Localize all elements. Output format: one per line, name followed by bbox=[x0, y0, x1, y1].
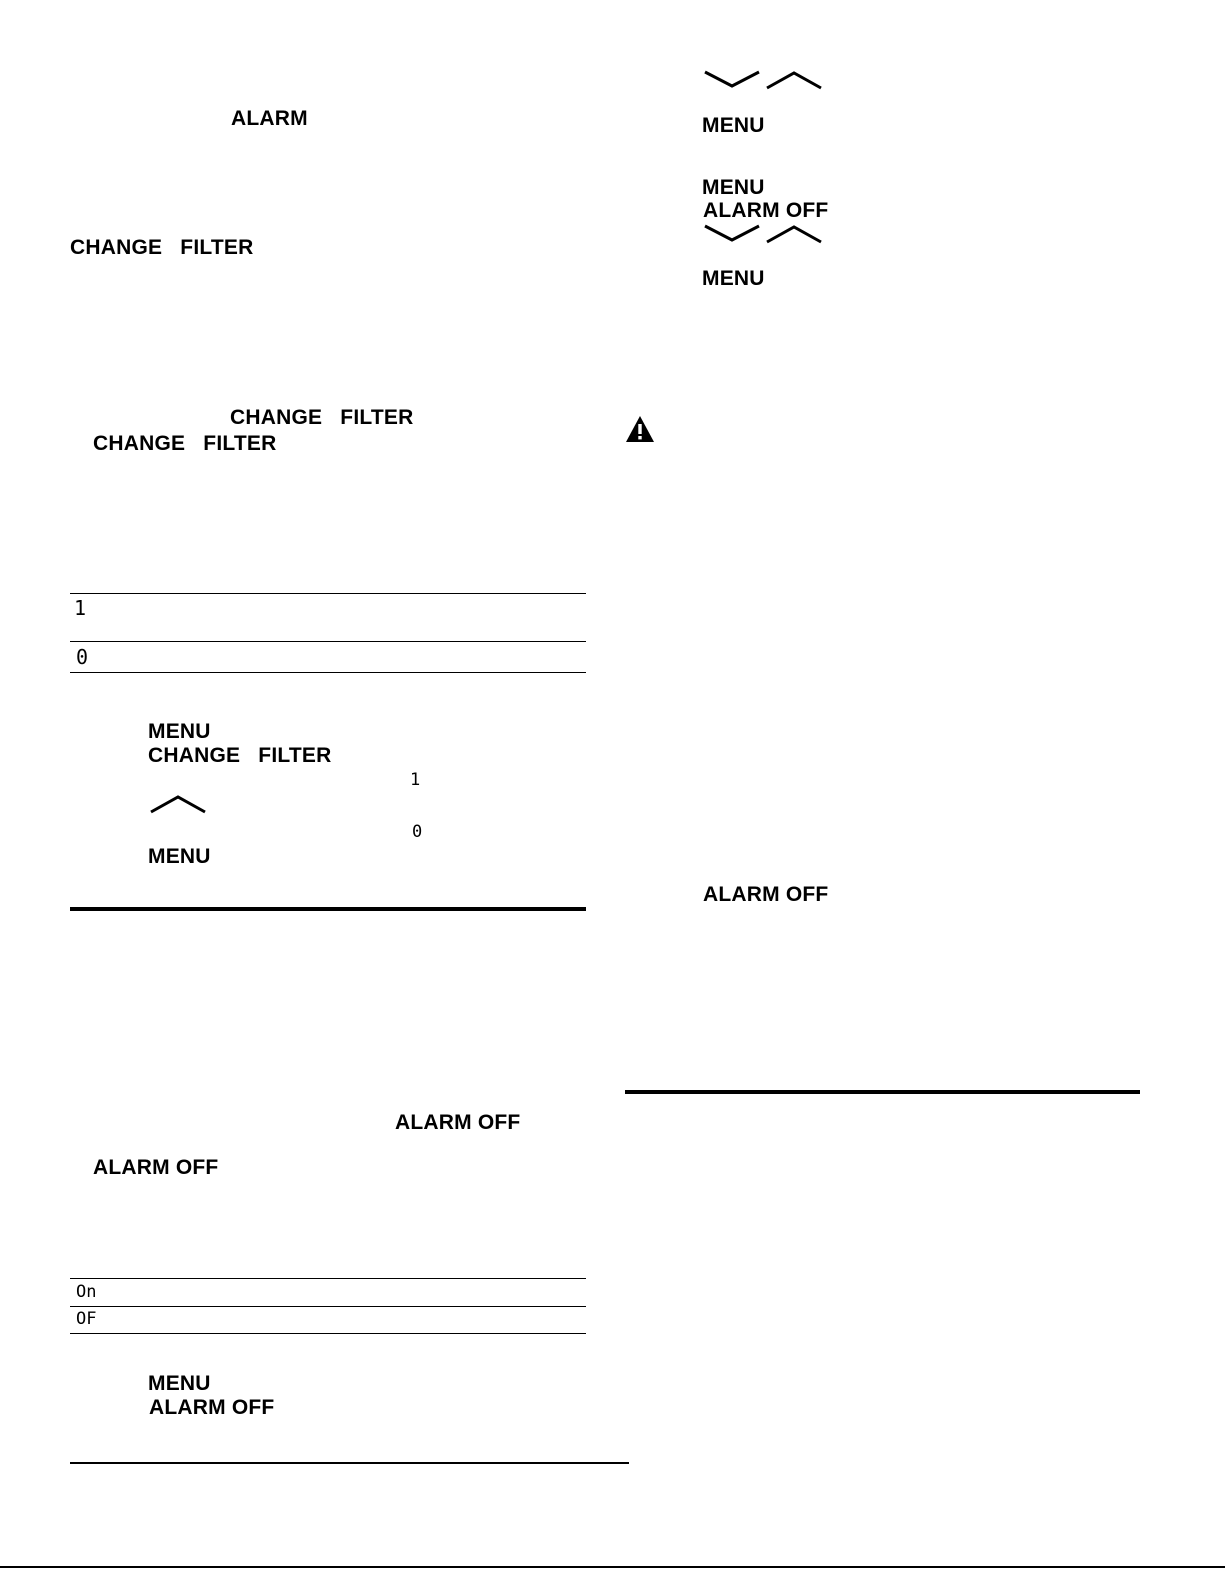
alarm-code-on: On bbox=[76, 1282, 97, 1302]
change-filter-label: CHANGE FILTER bbox=[148, 744, 332, 767]
change-filter-label: CHANGE FILTER bbox=[93, 432, 277, 455]
filter-code-off: 0 bbox=[76, 645, 89, 669]
table-rule bbox=[70, 1306, 586, 1307]
alarm-off-label: ALARM OFF bbox=[703, 199, 829, 222]
chevron-down-icon bbox=[703, 70, 761, 90]
filter-code-on: 1 bbox=[74, 596, 87, 620]
menu-label: MENU bbox=[148, 1372, 211, 1395]
chevron-up-icon bbox=[149, 794, 207, 814]
alarm-off-label: ALARM OFF bbox=[395, 1111, 521, 1134]
page-bottom-rule bbox=[0, 1566, 1225, 1568]
filter-code-off: 0 bbox=[412, 822, 423, 842]
section-divider bbox=[625, 1090, 1140, 1094]
section-divider bbox=[70, 907, 586, 911]
chevron-down-icon bbox=[703, 224, 761, 244]
warning-triangle-icon bbox=[625, 415, 655, 443]
alarm-off-label: ALARM OFF bbox=[93, 1156, 219, 1179]
filter-code-on: 1 bbox=[410, 770, 421, 790]
alarm-off-label: ALARM OFF bbox=[149, 1396, 275, 1419]
chevron-up-icon bbox=[765, 70, 823, 90]
menu-label: MENU bbox=[148, 845, 211, 868]
menu-label: MENU bbox=[702, 176, 765, 199]
change-filter-label: CHANGE FILTER bbox=[230, 406, 414, 429]
alarm-code-off: OF bbox=[76, 1309, 97, 1329]
table-rule bbox=[70, 641, 586, 642]
menu-label: MENU bbox=[702, 267, 765, 290]
alarm-label: ALARM bbox=[231, 107, 308, 130]
table-rule bbox=[70, 1333, 586, 1334]
table-rule bbox=[70, 672, 586, 673]
change-filter-label: CHANGE FILTER bbox=[70, 236, 254, 259]
alarm-off-label: ALARM OFF bbox=[703, 883, 829, 906]
table-rule bbox=[70, 593, 586, 594]
menu-label: MENU bbox=[148, 720, 211, 743]
table-rule bbox=[70, 1278, 586, 1279]
section-divider bbox=[70, 1462, 629, 1464]
menu-label: MENU bbox=[702, 114, 765, 137]
chevron-up-icon bbox=[765, 224, 823, 244]
